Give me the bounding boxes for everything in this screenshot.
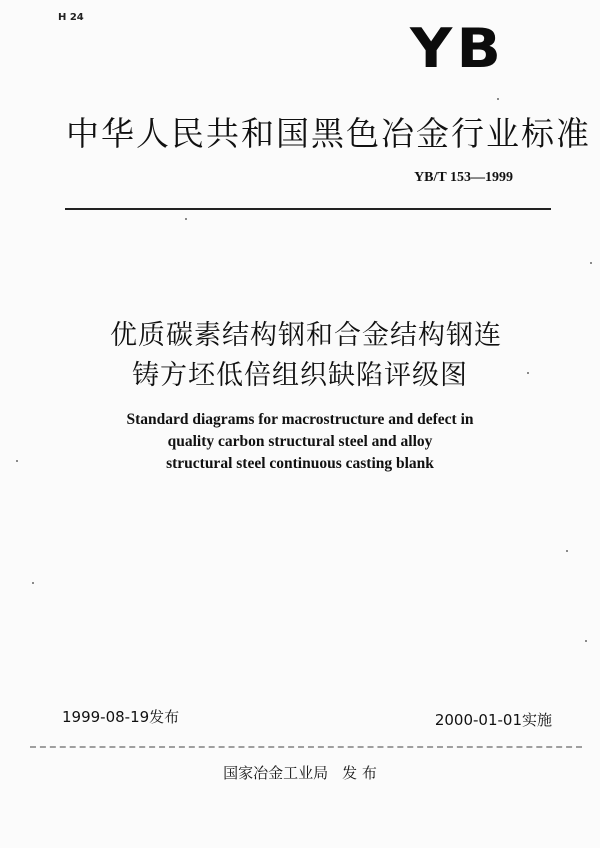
scan-speck xyxy=(590,262,592,264)
scan-speck xyxy=(185,218,187,220)
standard-number: YB/T 153—1999 xyxy=(414,170,513,185)
scan-speck xyxy=(566,550,568,552)
english-title-line-1: Standard diagrams for macrostructure and defect in xyxy=(126,411,474,428)
chinese-title-line-2: 铸方坯低倍组织缺陷评级图 xyxy=(132,360,468,391)
scan-speck xyxy=(527,372,529,374)
industry-standard-title: 中华人民共和国黑色冶金行业标准 xyxy=(66,114,591,153)
release-date: 1999-08-19发布 xyxy=(62,708,180,726)
english-title-line-2: quality carbon structural steel and alloy xyxy=(167,433,433,450)
classification-code: H 24 xyxy=(58,12,84,23)
yb-logo: YB xyxy=(410,17,506,80)
scan-speck xyxy=(16,460,18,462)
footer-divider xyxy=(30,746,582,748)
english-title-line-3: structural steel continuous casting blank xyxy=(166,455,434,472)
publish-word: 发 布 xyxy=(342,764,377,782)
scan-speck xyxy=(32,582,34,584)
publisher-name: 国家冶金工业局 xyxy=(223,764,329,782)
effective-date: 2000-01-01实施 xyxy=(434,711,552,729)
scan-speck xyxy=(585,640,587,642)
scan-speck xyxy=(497,98,499,100)
chinese-title-line-1: 优质碳素结构钢和合金结构钢连 xyxy=(110,320,502,351)
publisher-line xyxy=(0,762,600,783)
header-divider xyxy=(65,208,551,210)
